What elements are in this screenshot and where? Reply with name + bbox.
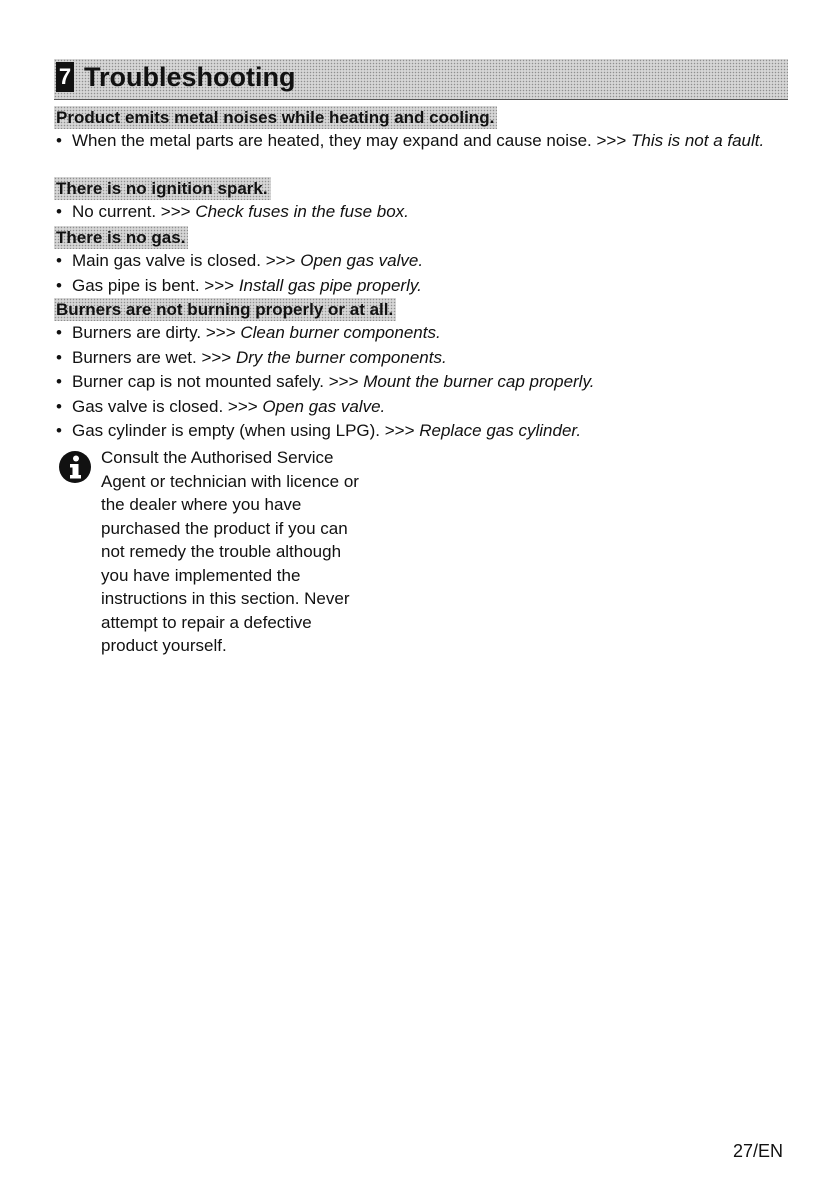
remedy-text: Open gas valve. [300,251,424,270]
info-line: Agent or technician with licence or [101,471,359,491]
info-line: attempt to repair a defective [101,612,312,632]
cause-text: Gas cylinder is empty (when using LPG). >>> [72,421,420,440]
cause-text: Main gas valve is closed. >>> [72,251,301,270]
remedy-text: Open gas valve. [262,396,386,416]
list-item [54,395,794,420]
cause-text: Gas valve is closed. >>> [72,396,263,416]
section-heading: Burners are not burning properly or at all. [54,298,396,321]
list-item [54,249,794,274]
list-item [54,274,794,299]
remedy-text: Install gas pipe properly. [238,275,422,295]
remedy-text: Mount the burner cap properly. [363,372,595,391]
remedy-text: Dry the burner components. [235,347,447,367]
cause-text: Burner cap is not mounted safely. >>> [72,372,364,391]
section-burners [54,298,794,444]
section-metal-noises [54,106,794,154]
info-line: the dealer where you have [101,495,302,514]
cause-text: No current. >>> [72,202,196,221]
list-item [54,346,794,371]
info-line: instructions in this section. Never [101,589,350,608]
list-item [54,321,794,346]
cause-text: Burners are dirty. >>> [72,323,241,342]
chapter-number: 7 [56,62,74,92]
section-heading: Product emits metal noises while heating and cooling. [54,106,497,129]
info-line: not remedy the trouble although [101,542,342,561]
cause-text: Burners are wet. >>> [72,347,236,367]
list-item [54,200,794,225]
remedy-text: This is not a fault. [631,131,765,150]
remedy-text: Check fuses in the fuse box. [195,202,409,221]
info-line: you have implemented the [101,565,301,585]
section-heading: There is no gas. [54,226,188,249]
section-no-gas [54,226,794,298]
list-item [54,419,794,444]
cause-text: When the metal parts are heated, they may expand and cause noise. >>> [72,131,631,150]
remedy-text: Clean burner components. [240,323,441,342]
info-line: Consult the Authorised Service [101,448,334,467]
info-text [101,446,421,658]
section-no-ignition [54,177,794,225]
remedy-text: Replace gas cylinder. [419,421,582,440]
section-heading: There is no ignition spark. [54,177,271,200]
chapter-header [54,59,788,100]
list-item [54,370,794,395]
list-item [54,129,772,154]
chapter-title: Troubleshooting [84,62,296,92]
cause-text: Gas pipe is bent. >>> [72,275,239,295]
info-icon [58,450,92,484]
page-number: 27/EN [732,1141,783,1161]
info-line: product yourself. [101,636,227,655]
info-line: purchased the product if you can [101,518,348,538]
